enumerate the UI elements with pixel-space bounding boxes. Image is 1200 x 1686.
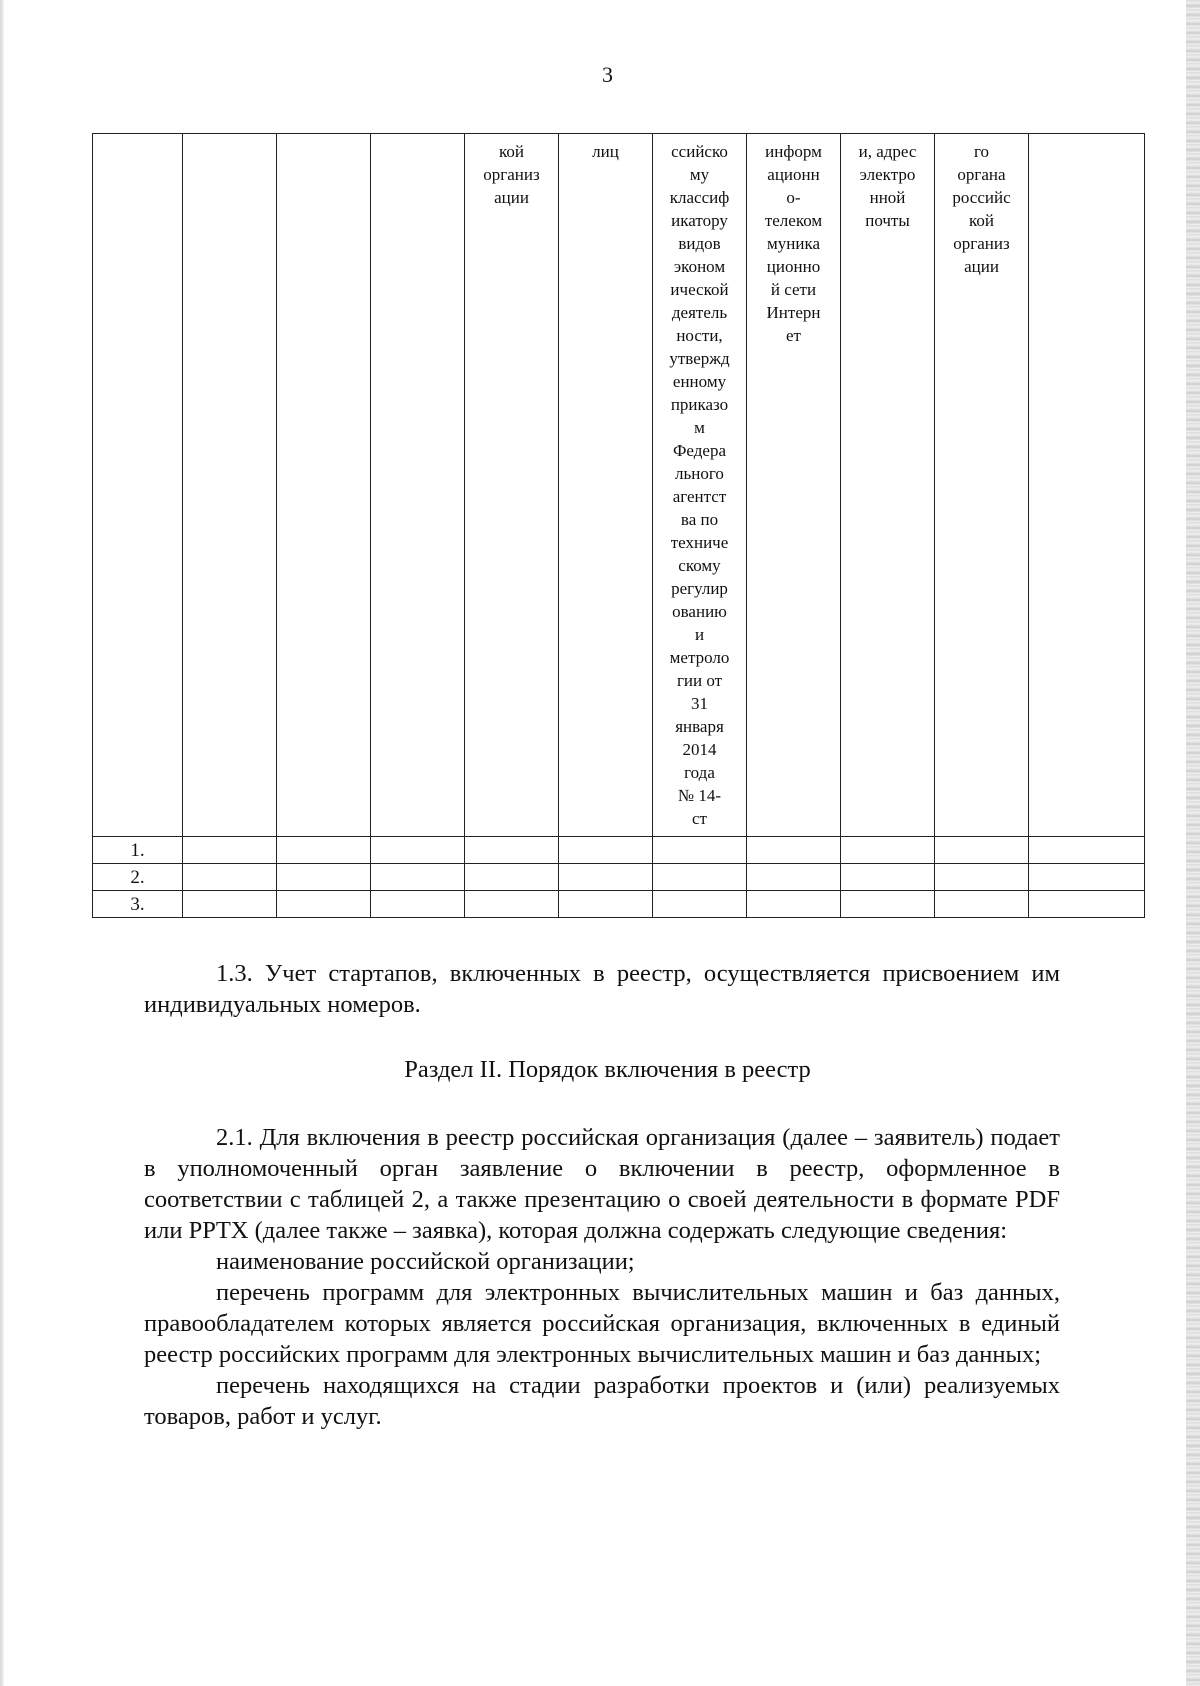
section-title: Раздел II. Порядок включения в реестр xyxy=(404,1056,811,1083)
table-cell xyxy=(277,837,371,864)
table-cell xyxy=(653,864,747,891)
table-cell xyxy=(747,864,841,891)
header-cell xyxy=(277,134,371,837)
table-cell xyxy=(559,837,653,864)
header-cell xyxy=(183,134,277,837)
table-cell xyxy=(747,837,841,864)
header-cell xyxy=(93,134,183,837)
row-number: 2. xyxy=(93,864,183,891)
table-cell xyxy=(1029,864,1145,891)
table-cell xyxy=(935,864,1029,891)
table-cell xyxy=(465,891,559,918)
row-number: 1. xyxy=(93,837,183,864)
paragraph-2-1-block xyxy=(144,1122,1060,1432)
table-row xyxy=(93,837,1145,864)
table-cell xyxy=(465,837,559,864)
header-cell xyxy=(371,134,465,837)
table-cell xyxy=(1029,837,1145,864)
header-cell: кой организ ации xyxy=(465,134,559,837)
header-cell: лиц xyxy=(559,134,653,837)
list-item: перечень находящихся на стадии разработки проектов и (или) реализуемых товаров, работ и услуг. xyxy=(144,1372,1060,1430)
table-header-row xyxy=(93,134,1145,837)
table-cell xyxy=(841,864,935,891)
table-cell xyxy=(183,837,277,864)
header-cell: ссийско му классиф икатору видов эконом ической деятель ности, утвержд енному приказо м Федера льного агентст ва по техниче скому регулир ованию и метроло гии от 31 января 2014 года № 14- ст xyxy=(653,134,747,837)
table-cell xyxy=(841,837,935,864)
table-cell xyxy=(559,891,653,918)
scan-edge-left xyxy=(0,0,4,1686)
table-cell xyxy=(183,864,277,891)
table-cell xyxy=(277,864,371,891)
table-cell xyxy=(183,891,277,918)
table-cell xyxy=(371,864,465,891)
table-cell xyxy=(841,891,935,918)
list-item: перечень программ для электронных вычислительных машин и баз данных, правообладателем которых является российская организация, включенных в единый реестр российских программ для электронных вычислительных машин и баз данных; xyxy=(144,1279,1060,1368)
registry-table xyxy=(92,133,1145,918)
paragraph-2-1: 2.1. Для включения в реестр российская организация (далее – заявитель) подает в уполномоченный орган заявление о включении в реестр, оформленное в соответствии с таблицей 2, а также презентацию о своей деятельности в формате PDF или PPTX (далее также – заявка), которая должна содержать следующие сведения: xyxy=(144,1124,1060,1244)
scan-edge-right xyxy=(1186,0,1200,1686)
table-cell xyxy=(935,891,1029,918)
table-cell xyxy=(747,891,841,918)
table-row xyxy=(93,864,1145,891)
table-cell xyxy=(277,891,371,918)
header-cell: и, адрес электро нной почты xyxy=(841,134,935,837)
table-cell xyxy=(653,891,747,918)
table-row xyxy=(93,891,1145,918)
table-cell xyxy=(559,864,653,891)
page-number: 3 xyxy=(602,62,613,87)
list-item: наименование российской организации; xyxy=(216,1248,635,1275)
paragraph-1-3: 1.3. Учет стартапов, включенных в реестр, осуществляется присвоением им индивидуальных номеров. xyxy=(144,960,1060,1018)
table-cell xyxy=(935,837,1029,864)
header-cell xyxy=(1029,134,1145,837)
table-cell xyxy=(371,891,465,918)
table-cell xyxy=(371,837,465,864)
header-cell: го органа российс кой организ ации xyxy=(935,134,1029,837)
row-number: 3. xyxy=(93,891,183,918)
header-cell: информ ационн о- телеком муника ционно й сети Интерн ет xyxy=(747,134,841,837)
table-cell xyxy=(653,837,747,864)
table-cell xyxy=(1029,891,1145,918)
table-cell xyxy=(465,864,559,891)
